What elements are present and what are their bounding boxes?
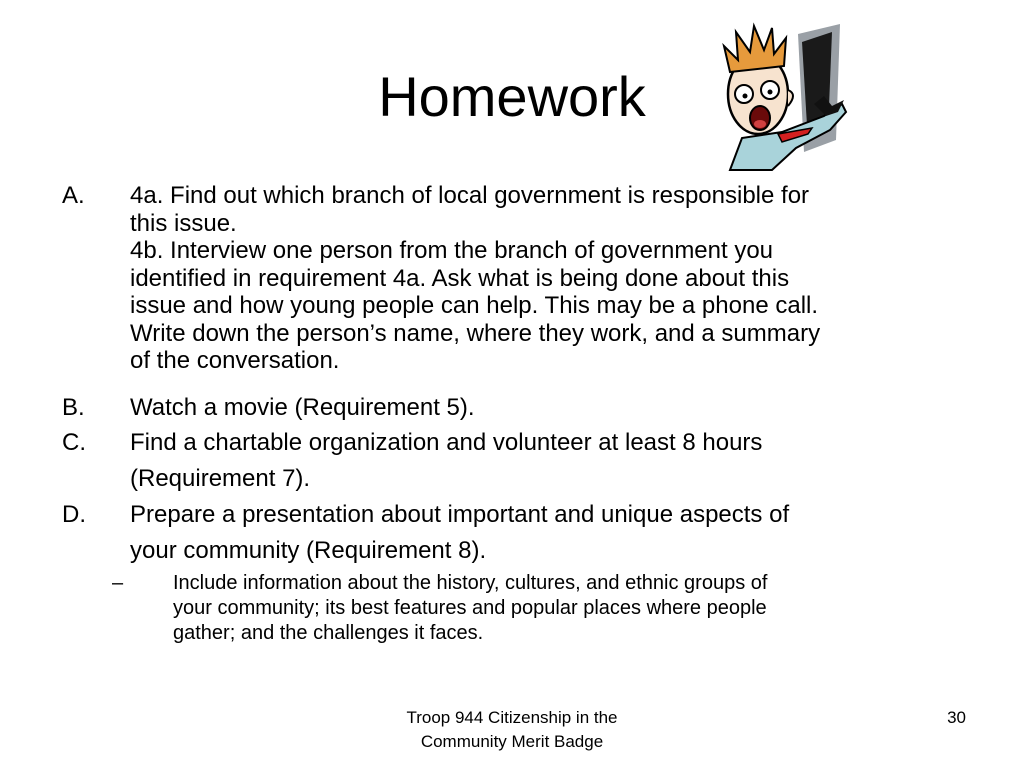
text-line: 4b. Interview one person from the branch of government you xyxy=(130,237,774,264)
slide-footer xyxy=(362,706,662,754)
list-marker: C. xyxy=(62,429,86,456)
text-line: of the conversation. xyxy=(130,347,340,374)
sub-list-marker: – xyxy=(112,572,124,594)
text-line: gather; and the challenges it faces. xyxy=(173,622,484,644)
list-marker: A. xyxy=(62,182,85,209)
list-marker: D. xyxy=(62,501,86,528)
list-item-text xyxy=(130,390,982,426)
list-item-a xyxy=(62,182,982,375)
text-line: Include information about the history, cultures, and ethnic groups of xyxy=(173,572,768,594)
text-line: (Requirement 7). xyxy=(130,465,311,492)
footer-line: Community Merit Badge xyxy=(420,732,604,751)
list-marker: B. xyxy=(62,394,85,421)
list-item-text xyxy=(130,425,982,497)
page-number: 30 xyxy=(947,708,966,727)
text-line: your community; its best features and popular places where people xyxy=(173,597,767,619)
text-line: Write down the person’s name, where they work, and a summary xyxy=(130,319,821,347)
text-line: identified in requirement 4a. Ask what is being done about this xyxy=(130,264,790,292)
text-line: Prepare a presentation about important and unique aspects of xyxy=(130,501,790,528)
text-line: your community (Requirement 8). xyxy=(130,537,487,564)
text-line: Find a chartable organization and volunteer at least 8 hours xyxy=(130,429,763,456)
list-item-text xyxy=(130,182,982,375)
slide-title: Homework xyxy=(378,65,646,128)
text-line: issue and how young people can help. This may be a phone call. xyxy=(130,292,819,319)
screaming-man-clipart-icon xyxy=(712,20,862,172)
list-item-c xyxy=(62,425,982,497)
text-line: this issue. xyxy=(130,209,237,237)
text-line: 4a. Find out which branch of local government is responsible for xyxy=(130,182,810,209)
list-item-d xyxy=(62,497,982,569)
sub-list-item xyxy=(112,571,972,646)
text-line: Watch a movie (Requirement 5). xyxy=(130,394,475,421)
list-item-b xyxy=(62,390,982,426)
sub-list-item-text xyxy=(173,571,972,646)
footer-line: Troop 944 Citizenship in the xyxy=(406,708,618,727)
list-item-text xyxy=(130,497,982,569)
